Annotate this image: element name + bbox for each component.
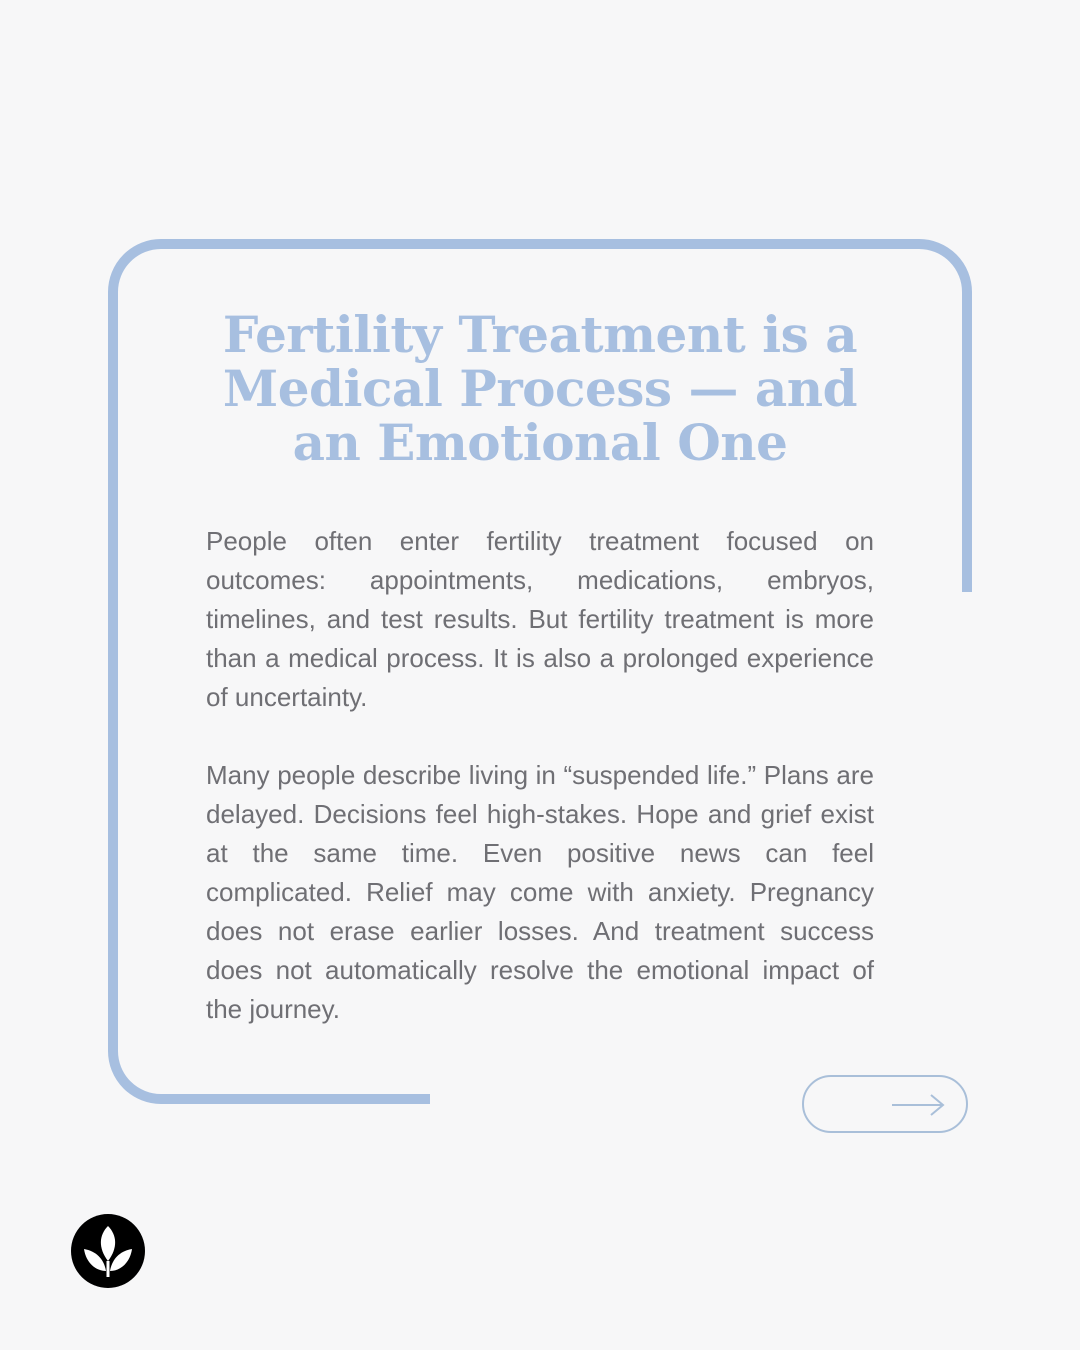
title-line: an Emotional One (292, 413, 788, 472)
title-line: Fertility Treatment is a (222, 305, 858, 364)
page-title (140, 305, 940, 472)
paragraph: People often enter fertility treatment focused on outcomes: appointments, medications, embryos, timelines, and test results. But fertility treatment is more than a medical process. It is also a prolonged experience of uncertainty. (206, 526, 874, 712)
title-line: Medical Process — and (222, 359, 858, 418)
next-button[interactable] (802, 1075, 968, 1133)
arrow-right-icon (890, 1091, 946, 1119)
paragraph: Many people describe living in “suspended life.” Plans are delayed. Decisions feel high-stakes. Hope and grief exist at the same time. Even positive news can feel complicated. Relief may come with anxiety. Pregnancy does not erase earlier losses. And treatment success does not automatically resolve the emotional impact of the journey. (206, 760, 874, 1024)
leaf-logo-icon (70, 1213, 146, 1289)
body-text (206, 522, 874, 1029)
